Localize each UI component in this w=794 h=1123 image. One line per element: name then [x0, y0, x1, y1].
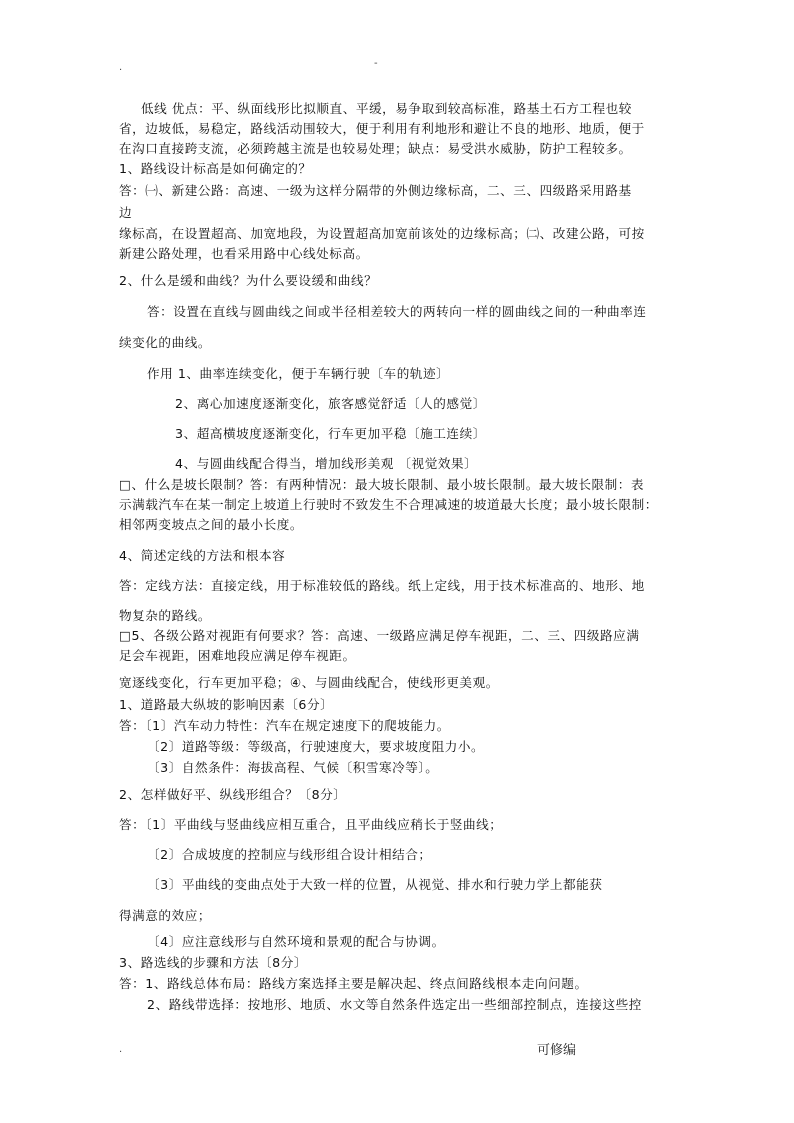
text-line: 〔3〕平曲线的变曲点处于大致一样的位置，从视觉、排水和行驶力学上都能获 [147, 877, 603, 892]
text-line: 作用 1、曲率连续变化，便于车辆行驶〔车的轨迹〕 [147, 366, 450, 381]
text-line: 示满载汽车在某一制定上坡道上行驶时不致发生不合理减速的坡道最大长度；最小坡长限制： [119, 497, 658, 512]
text-line: 3、路选线的步骤和方法〔8分〕 [119, 955, 307, 970]
text-line: 4、简述定线的方法和根本容 [119, 548, 286, 563]
text-line: 在沟口直接跨支流，必须跨越主流是也较易处理；缺点：易受洪水威胁，防护工程较多。 [119, 141, 632, 156]
text-line: 〔3〕自然条件：海拔高程、气候〔积雪寒冷等〕。 [147, 760, 439, 775]
text-line: 答：〔1〕汽车动力特性：汽车在规定速度下的爬坡能力。 [119, 718, 450, 733]
text-line: 新建公路处理，也看采用路中心线处标高。 [119, 246, 369, 261]
text-line: 〔4〕应注意线形与自然环境和景观的配合与协调。 [147, 934, 445, 949]
text-line: 省，边坡低，易稳定，路线活动围较大，便于利用有利地形和避让不良的地形、地质，便于 [119, 121, 645, 136]
text-line: 答：定线方法：直接定线，用于标准较低的路线。纸上定线，用于技术标准高的、地形、地 [119, 578, 645, 593]
text-line: 低线 优点：平、纵面线形比拟顺直、平缓，易争取到较高标准，路基土石方工程也较 [141, 101, 632, 116]
text-line: □5、各级公路对视距有何要求？答：高速、一级路应满足停车视距，二、三、四级路应满 [119, 628, 640, 643]
footer-edit-note: 可修编 [537, 1043, 577, 1058]
text-line: 1、道路最大纵坡的影响因素〔6分〕 [119, 697, 334, 712]
footer-mark-left: . [119, 1044, 123, 1055]
text-line: 答：1、路线总体布局：路线方案选择主要是解决起、终点间路线根本走向问题。 [119, 976, 588, 991]
text-line: 续变化的曲线。 [119, 335, 212, 350]
text-line: 物复杂的路线。 [119, 608, 212, 623]
text-line: 得满意的效应； [119, 908, 212, 923]
text-line: 缘标高，在设置超高、加宽地段，为设置超高加宽前该处的边缘标高；㈡、改建公路，可按 [119, 226, 645, 241]
header-mark-left: . [119, 62, 123, 73]
text-line: 4、与圆曲线配合得当，增加线形美观 〔视觉效果〕 [175, 456, 478, 471]
text-line: 足会车视距，困难地段应满足停车视距。 [119, 648, 356, 663]
text-line: 2、离心加速度逐渐变化，旅客感觉舒适〔人的感觉〕 [175, 396, 486, 411]
text-line: 2、路线带选择：按地形、地质、水文等自然条件选定出一些细部控制点，连接这些控 [147, 997, 642, 1012]
text-line: 〔2〕合成坡度的控制应与线形组合设计相结合； [147, 847, 432, 862]
text-line: 相邻两变坡点之间的最小长度。 [119, 517, 304, 532]
text-line: 2、什么是缓和曲线？为什么要设缓和曲线？ [119, 273, 378, 288]
text-line: 答：〔1〕平曲线与竖曲线应相互重合，且平曲线应稍长于竖曲线； [119, 817, 503, 832]
text-line: 宽逐线变化，行车更加平稳；④、与圆曲线配合，使线形更美观。 [119, 675, 499, 690]
header-mark-center: - [374, 58, 378, 69]
text-line: 2、怎样做好平、纵线形组合？〔8分〕 [119, 787, 347, 802]
text-line: 〔2〕道路等级：等级高，行驶速度大，要求坡度阻力小。 [147, 739, 485, 754]
text-line: 答：设置在直线与圆曲线之间或半径相差较大的两转向一样的圆曲线之间的一种曲率连 [147, 304, 647, 319]
text-line: 边 [119, 205, 133, 220]
text-line: 答：㈠、新建公路：高速、一级为这样分隔带的外侧边缘标高，二、三、四级路采用路基 [119, 183, 632, 198]
text-line: 3、超高横坡度逐渐变化，行车更加平稳〔施工连续〕 [175, 426, 486, 441]
text-line: 1、路线设计标高是如何确定的？ [119, 161, 312, 176]
text-line: □、什么是坡长限制？答：有两种情况：最大坡长限制、最小坡长限制。最大坡长限制：表 [119, 477, 645, 492]
